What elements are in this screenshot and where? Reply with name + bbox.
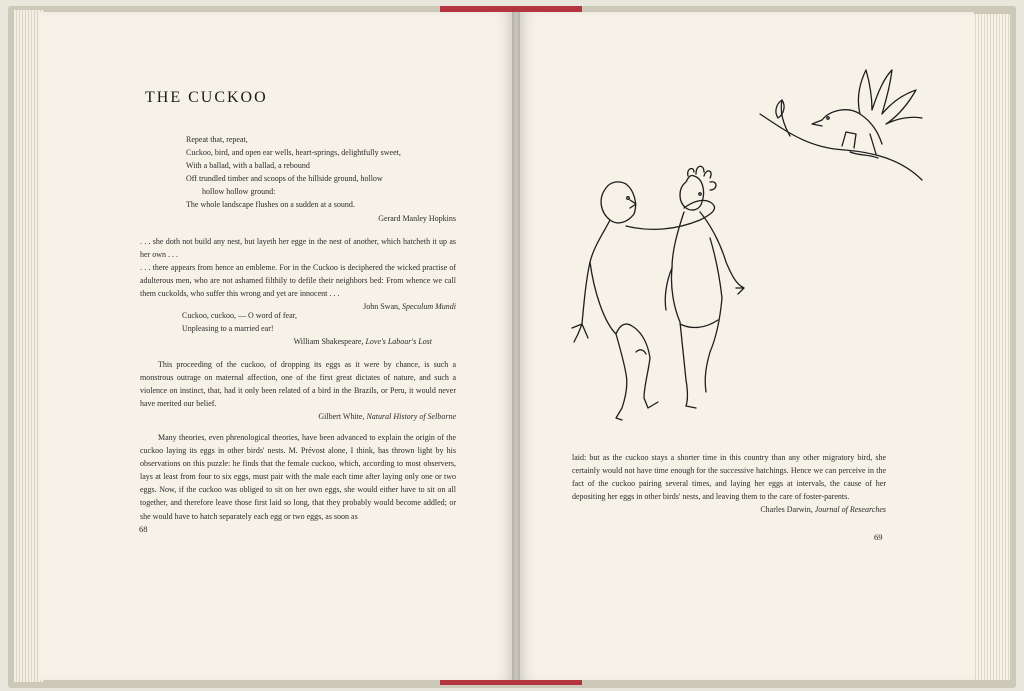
book-gutter <box>512 12 520 680</box>
hopkins-poem <box>186 133 456 225</box>
poem-line: The whole landscape flushes on a sudden at a sound. <box>186 200 355 210</box>
darwin-quote-start <box>140 431 456 523</box>
attribution-author: John Swan, <box>363 302 402 312</box>
attribution-author: William Shakespeare, <box>293 337 366 347</box>
quote-paragraph: laid: but as the cuckoo stays a shorter time in this country than any other migratory bird, she certainly would not have time enough for the successive hatchings. Hence we can perceive in the fact of the cuckoo pairing several times, and laying her eggs at intervals, the cause of her depositing her eggs in other birds' nests, and leaving them to the care of foster-parents. <box>572 453 886 502</box>
attribution-work: Journal of Researches <box>814 505 886 515</box>
darwin-quote-end <box>572 451 886 516</box>
attribution-work: Love's Labour's Lost <box>365 337 432 347</box>
branch-with-bird-drawing <box>760 70 922 180</box>
swan-quote <box>140 235 456 314</box>
quote-attribution <box>182 335 432 348</box>
page-title: THE CUCKOO <box>145 89 268 106</box>
quote-paragraph: . . . there appears from hence an embleme. For in the Cuckoo is deciphered the wicked practise of adulterous men, who are not ashamed filthily to defile their neighbors bed: From whence we call them cuckolds, who suffer this wrong and yet are innocent . . . <box>140 263 456 299</box>
poem-line: hollow hollow ground: <box>202 187 276 197</box>
attribution-author: Gilbert White, <box>318 412 367 422</box>
attribution-work: Natural History of Selborne <box>366 412 456 422</box>
poem-line: Off trundled timber and scoops of the hillside ground, hollow <box>186 174 383 184</box>
quote-attribution <box>140 410 456 423</box>
page-number-right: 69 <box>874 532 883 542</box>
poem-line: Unpleasing to a married ear! <box>182 324 274 334</box>
poem-line: Cuckoo, cuckoo, — O word of fear, <box>182 311 297 320</box>
quote-attribution <box>572 503 886 516</box>
quote-paragraph: . . . she doth not build any nest, but layeth her egge in the nest of another, which hatcheth it up as her own . . . <box>140 237 456 260</box>
cuckoo-couple-illustration <box>560 62 940 442</box>
poem-line: With a ballad, with a ballad, a rebound <box>186 161 310 171</box>
poem-line: Repeat that, repeat, <box>186 135 248 144</box>
attribution-author: Charles Darwin, <box>760 505 815 515</box>
quote-paragraph: Many theories, even phrenological theories, have been advanced to explain the origin of the cuckoo laying its eggs in other birds' nests. M. Prévost alone, I think, has thrown light by his observations on this puzzle: he finds that the female cuckoo, which, according to most observers, lays at least from four to six eggs, must pair with the male each time after laying only one or two eggs. Now, if the cuckoo was obliged to sit on her own eggs, she would either have to sit on all together, and therefore leave those first laid so long, that they probably would become addled; or she would have to hatch separately each egg or two eggs, as soon as <box>140 433 456 521</box>
right-page-edges <box>970 14 1010 680</box>
embracing-figures-drawing <box>572 166 744 420</box>
poem-attribution: Gerard Manley Hopkins <box>378 213 456 223</box>
poem-line: Cuckoo, bird, and open ear wells, heart-springs, delightfully sweet, <box>186 148 401 158</box>
quote-paragraph: This proceeding of the cuckoo, of dropping its eggs as it were by chance, is such a monstrous outrage on maternal affection, one of the first great dictates of nature, and such a violence on instinct, that, had it only been related of a bird in the Brazils, or Peru, it would never have merited our belief. <box>140 360 456 409</box>
white-quote <box>140 358 456 423</box>
attribution-work: Speculum Mundi <box>402 302 456 312</box>
shakespeare-quote <box>182 309 432 348</box>
page-number-left: 68 <box>139 524 148 534</box>
